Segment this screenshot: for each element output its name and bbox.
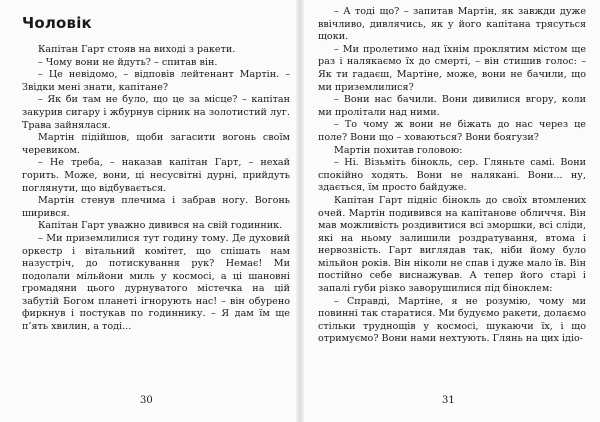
paragraph: Мартін похитав головою: <box>334 144 463 156</box>
paragraph: Капітан Гарт підніс бінокль до своїх втомлених очей. Мартін подивився на капітанове обличчя. Він мав можливість роздивитися всі зморшки, всі сліди, які на ньому залишили роздратування, втома і нервозність. Гарт виглядав так, ніби йому було мільйон років. Він ніколи не спав і дуже мало їв. Він постійно себе виснажував. А тепер його старі і запалі губи різко заворушилися під біноклем: <box>318 194 586 295</box>
paragraph: Капітан Гарт уважно дивився на свій годинник. <box>38 220 283 232</box>
paragraph: – А тоді що? – запитав Мартін, як завжди дуже ввічливо, дивлячись, як у його капітана трясуться щоки. <box>318 6 586 43</box>
paragraph: – Справді, Мартіне, я не розумію, чому ми повинні так старатися. Ми будуємо ракети, долаємо стільки труднощів у космосі, шукаючи їх, і що отримуємо? Вони нами нехтують. Глянь на цих ідіо- <box>318 295 586 345</box>
page-number: 30 <box>140 395 153 406</box>
right-page <box>300 0 600 422</box>
paragraph: Капітан Гарт стояв на виході з ракети. <box>38 44 236 55</box>
paragraph: – Ми приземлилися тут годину тому. Де духовий оркестр і вітальний комітет, що спішать нам назустріч, до потискування рук? Немає! Ми подолали мільйони миль у космосі, а ці шановні громадяни цього дурнуватого містечка на цій забутій Богом планеті ігнорують нас! – він обурено фиркнув і постукав по годиннику. – Я дам їм ще п’ять хвилин, а тоді... <box>22 232 290 333</box>
paragraph: – Це невідомо, – відповів лейтенант Мартін. – Звідки мені знати, капітане? <box>22 69 290 93</box>
paragraph: – Як би там не було, що це за місце? – капітан закурив сигару і жбурнув сірник на золотистий луг. Трава зайнялася. <box>22 94 290 131</box>
right-page-text <box>318 6 586 346</box>
page-number: 31 <box>442 395 455 406</box>
paragraph: – Вони нас бачили. Вони дивилися вгору, коли ми пролітали над ними. <box>318 94 586 118</box>
paragraph: – Чому вони не йдуть? – спитав він. <box>38 56 218 68</box>
paragraph: – Не треба, – наказав капітан Гарт, – нехай горить. Може, вони, ці несусвітні дурні, прийдуть поглянути, що відбувається. <box>22 157 290 194</box>
left-page-text <box>22 44 290 334</box>
paragraph: – Ні. Візьміть бінокль, сер. Гляньте самі. Вони спокійно ходять. Вони не налякані. Вони... ну, здається, їм просто байдуже. <box>318 157 586 194</box>
paragraph: – То чому ж вони не біжать до нас через це поле? Вони що – ховаються? Вони боягузи? <box>318 119 586 143</box>
chapter-title: Чоловік <box>22 14 92 32</box>
paragraph: Мартін стенув плечима і забрав ногу. Вогонь ширився. <box>22 195 290 219</box>
paragraph: – Ми пролетимо над їхнім проклятим містом ще раз і налякаємо їх до смерті, – він стишив голос: – Як ти гадаєш, Мартіне, може, вони не бачили, що ми приземлилися? <box>318 43 586 93</box>
paragraph: Мартін підійшов, щоби загасити вогонь своїм черевиком. <box>22 132 290 156</box>
